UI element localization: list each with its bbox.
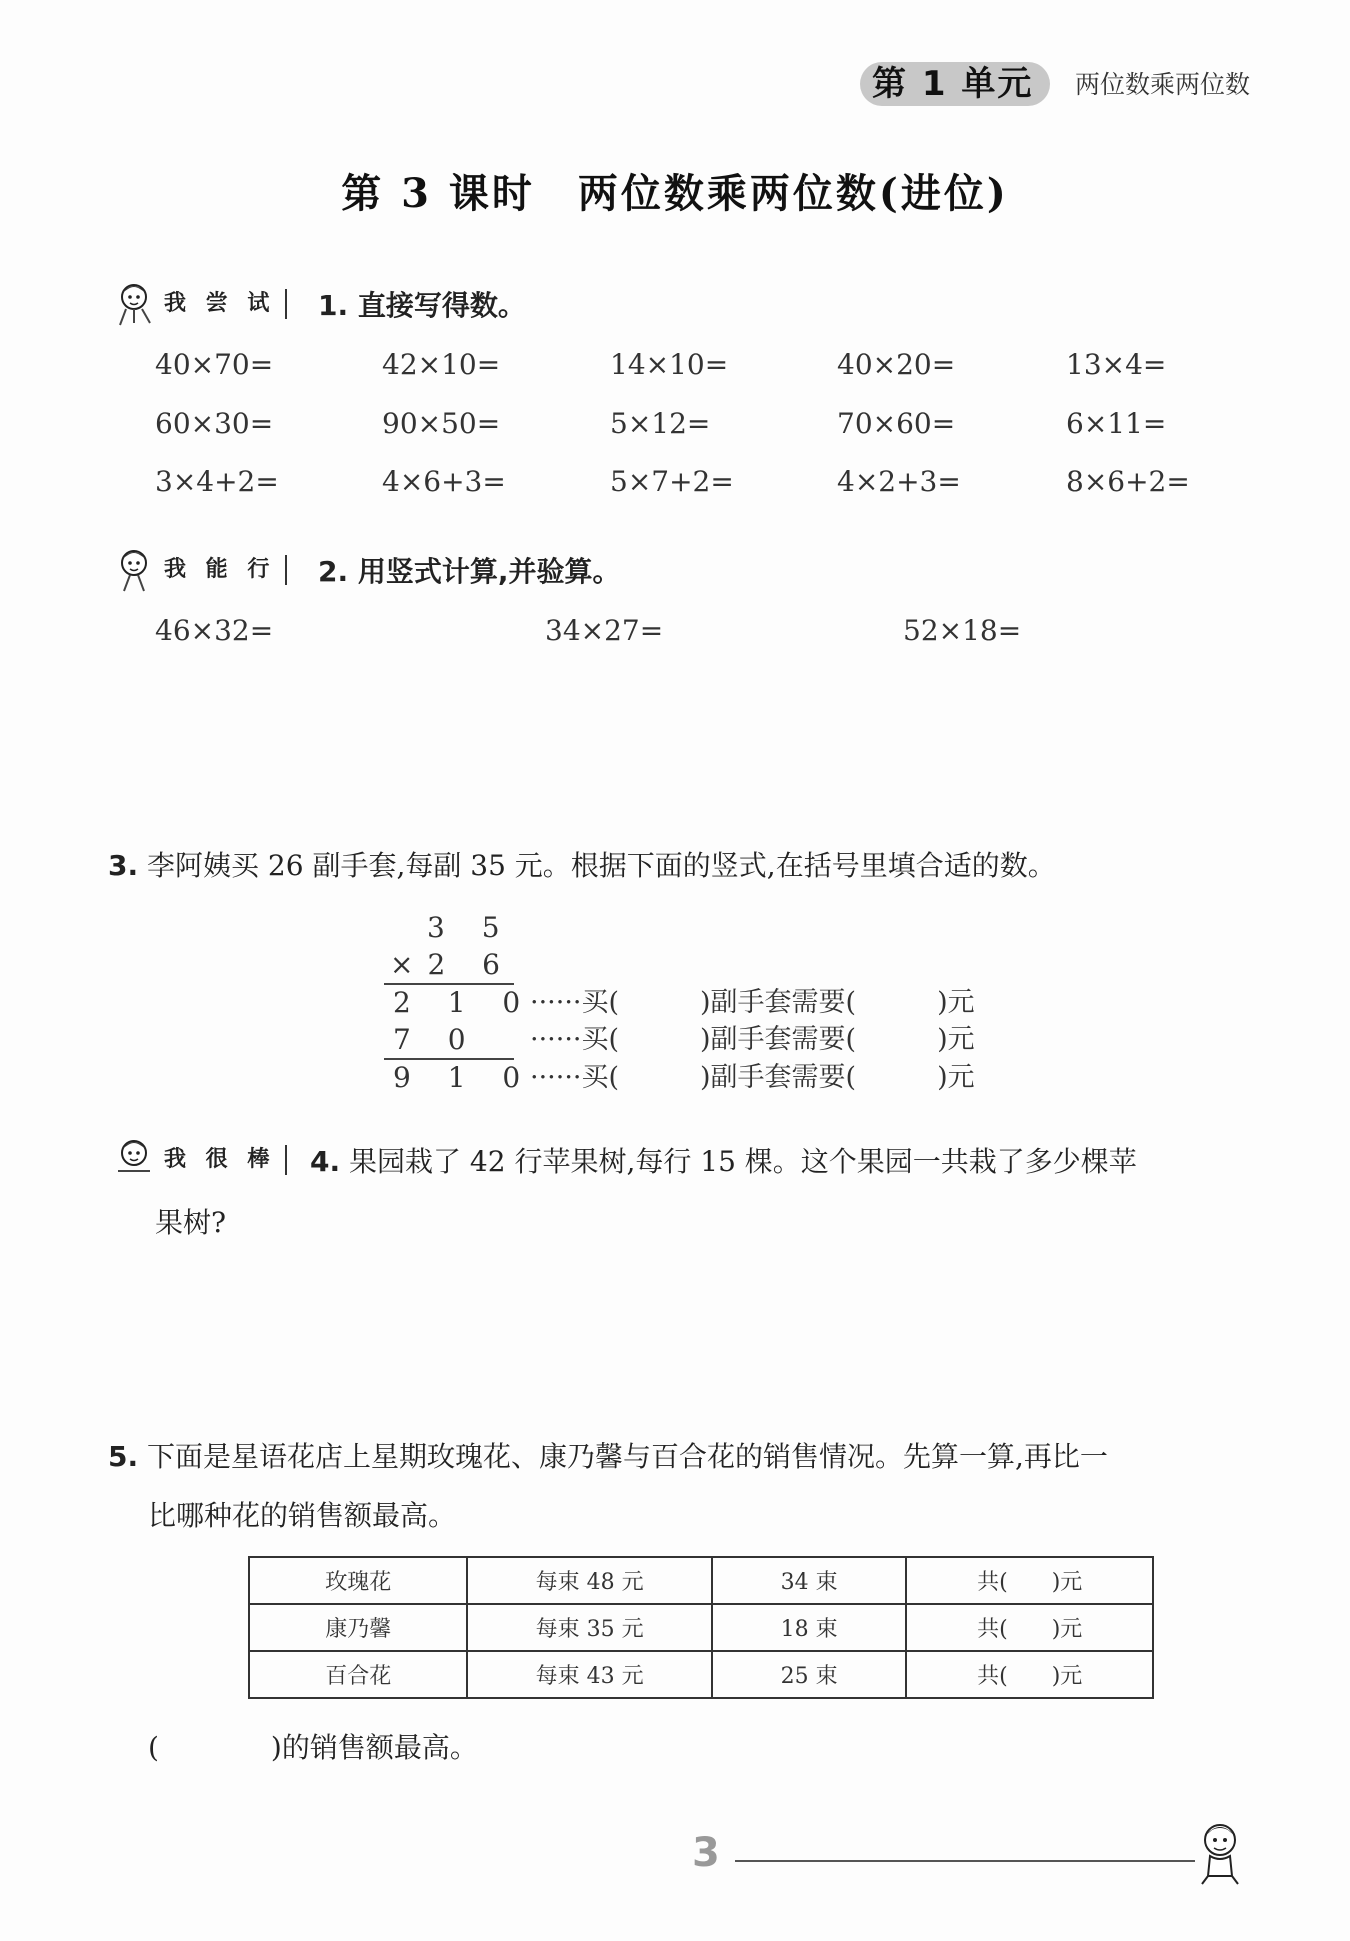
question-1: 1. 直接写得数。 [318, 289, 526, 322]
table-row [249, 1557, 1153, 1604]
calc-item: 42×10= [382, 348, 501, 381]
calc-item: 4×2+3= [837, 465, 961, 498]
unit-subtitle: 两位数乘两位数 [1075, 70, 1251, 99]
calc-item: 90×50= [382, 407, 501, 440]
sales-table [248, 1556, 1154, 1699]
vertical-row: ×2 6 [390, 948, 514, 981]
calc-item: 5×7+2= [610, 465, 734, 498]
lesson-title: 第 3 课时 两位数乘两位数(进位) [341, 170, 1009, 217]
fill-blank-line: ······买( )副手套需要( )元 [530, 1062, 975, 1093]
answer-line: ( )的销售额最高。 [148, 1731, 478, 1764]
question-text: 下面是星语花店上星期玫瑰花、康乃馨与百合花的销售情况。先算一算,再比一 [147, 1440, 1108, 1473]
question-3 [108, 846, 1056, 886]
calc-item: 13×4= [1066, 348, 1167, 381]
table-row [249, 1604, 1153, 1651]
cartoon-girl-icon [110, 279, 160, 329]
unit-title: 第 1 单元 [872, 64, 1034, 104]
vertical-row: 2 1 0 [393, 986, 535, 1019]
question-number: 3. [108, 849, 139, 882]
page-number: 3 [692, 1830, 720, 1876]
calc-item: 40×70= [155, 348, 274, 381]
footer-rule [735, 1860, 1195, 1862]
flower-name: 百合花 [249, 1651, 467, 1698]
flower-name: 康乃馨 [249, 1604, 467, 1651]
cartoon-mascot-icon [1192, 1818, 1252, 1888]
question-4-line2: 果树? [155, 1206, 227, 1239]
calc-item: 70×60= [837, 407, 956, 440]
section-tag-can [110, 548, 287, 592]
question-4-line1 [310, 1142, 1137, 1182]
flower-name: 玫瑰花 [249, 1557, 467, 1604]
section-tag-label: 我 尝 试 [164, 289, 287, 319]
cartoon-girl-icon [110, 1135, 160, 1185]
section-tag-great [110, 1138, 287, 1182]
calc-item: 40×20= [837, 348, 956, 381]
calc-item: 14×10= [610, 348, 729, 381]
unit-price: 每束 35 元 [467, 1604, 711, 1651]
calc-item: 60×30= [155, 407, 274, 440]
unit-price: 每束 43 元 [467, 1651, 711, 1698]
calc-item: 6×11= [1066, 407, 1167, 440]
question-number: 4. [310, 1145, 341, 1178]
calc-item: 8×6+2= [1066, 465, 1190, 498]
quantity: 25 束 [712, 1651, 907, 1698]
total-blank: 共( )元 [906, 1557, 1153, 1604]
total-blank: 共( )元 [906, 1651, 1153, 1698]
section-tag-try [110, 282, 287, 326]
section-tag-label: 我 很 棒 [164, 1145, 287, 1175]
section-tag-label: 我 能 行 [164, 555, 287, 585]
unit-price: 每束 48 元 [467, 1557, 711, 1604]
total-blank: 共( )元 [906, 1604, 1153, 1651]
vertical-calc-item: 52×18= [903, 614, 1022, 647]
question-5-line1 [108, 1437, 1108, 1477]
table-row [249, 1651, 1153, 1698]
quantity: 18 束 [712, 1604, 907, 1651]
fill-blank-line: ······买( )副手套需要( )元 [530, 1024, 975, 1055]
question-2: 2. 用竖式计算,并验算。 [318, 555, 621, 588]
calc-item: 5×12= [610, 407, 711, 440]
fill-blank-line: ······买( )副手套需要( )元 [530, 987, 975, 1018]
question-number: 5. [108, 1440, 139, 1473]
question-text: 李阿姨买 26 副手套,每副 35 元。根据下面的竖式,在括号里填合适的数。 [147, 849, 1056, 882]
calc-item: 3×4+2= [155, 465, 279, 498]
vertical-row: 7 0 [393, 1023, 480, 1056]
vertical-row: 3 5 [427, 911, 514, 944]
vertical-calc-item: 46×32= [155, 614, 274, 647]
question-text: 果园栽了 42 行苹果树,每行 15 棵。这个果园一共栽了多少棵苹 [349, 1145, 1137, 1178]
cartoon-girl-icon [110, 545, 160, 595]
vertical-row: 9 1 0 [393, 1061, 535, 1094]
calc-item: 4×6+3= [382, 465, 506, 498]
quantity: 34 束 [712, 1557, 907, 1604]
question-5-line2: 比哪种花的销售额最高。 [148, 1499, 457, 1532]
vertical-calc-item: 34×27= [545, 614, 664, 647]
